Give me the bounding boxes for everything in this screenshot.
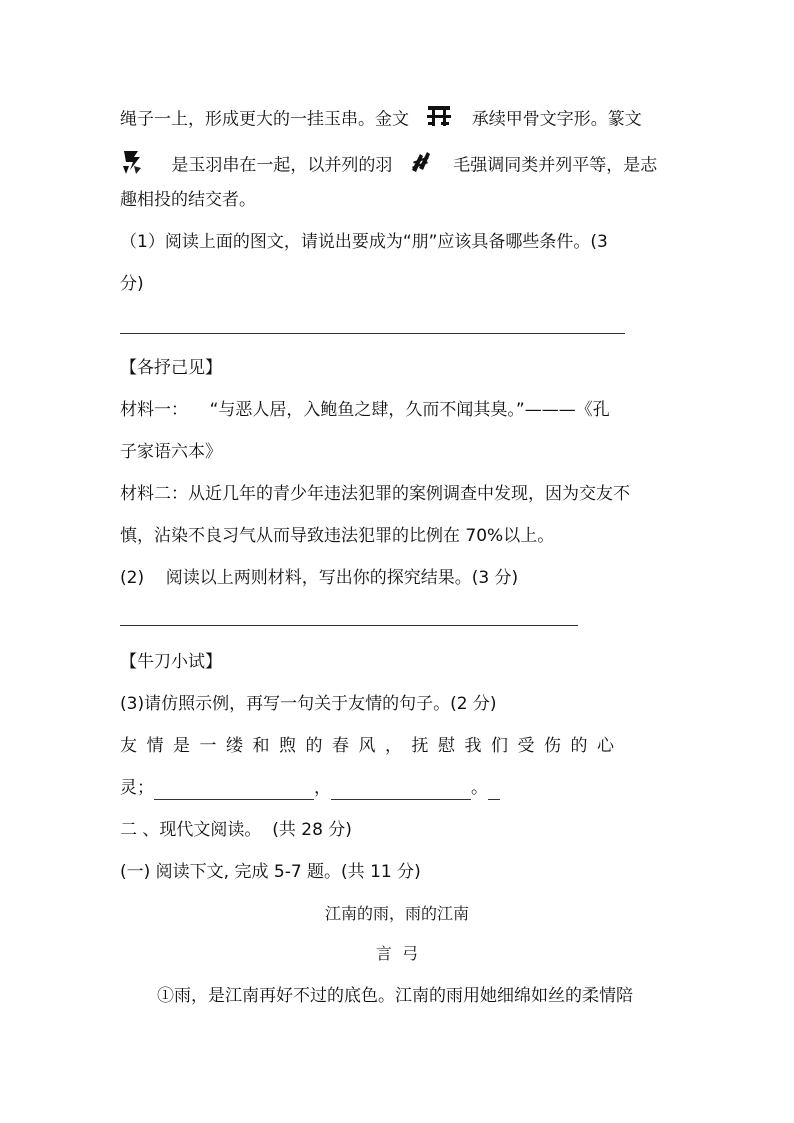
material-1: 材料一： “与恶人居，入鲍鱼之肆，久而不闻其臭。”———《孔: [120, 400, 610, 420]
fill-blank-1[interactable]: [154, 781, 314, 800]
text: 是玉羽串在一起，以并列的羽: [171, 155, 393, 176]
article-paragraph: ①雨，是江南再好不过的底色。江南的雨用她细绵如丝的柔情陪: [157, 986, 633, 1006]
period: 。: [471, 778, 488, 798]
zhuanwen-glyph-image: [120, 148, 144, 183]
text: 承续甲骨文字形。篆文: [471, 109, 642, 130]
jinwen-glyph-image: [426, 104, 452, 135]
question-2: (2) 阅读以上两则材料，写出你的探究结果。(3 分): [120, 568, 519, 588]
section-heading: 【各抒己见】: [120, 358, 222, 378]
example-sentence: 友情是一缕和煦的春风，抚慰我们受伤的心: [120, 736, 624, 756]
paragraph-line: [120, 104, 642, 135]
material-1-cont: 子家语六本》: [120, 442, 222, 462]
answer-line-1[interactable]: [120, 333, 625, 334]
paragraph-line: 趣相投的结交者。: [120, 190, 256, 210]
text: 灵；: [120, 778, 154, 798]
example-sentence-cont: [120, 776, 500, 800]
part-heading: 二 、现代文阅读。 (共 28 分): [120, 820, 352, 840]
feather-glyph-image: [410, 150, 432, 181]
comma: ，: [314, 778, 331, 798]
text: 毛强调同类并列平等，是志: [453, 155, 658, 176]
subsection-heading: (一) 阅读下文, 完成 5-7 题。(共 11 分): [120, 862, 421, 882]
section-heading: 【牛刀小试】: [120, 652, 222, 672]
material-2-cont: 慎，沾染不良习气从而导致违法犯罪的比例在 70%以上。: [120, 526, 555, 546]
fill-blank-tail: [488, 781, 500, 800]
answer-line-2[interactable]: [120, 625, 578, 626]
material-2: 材料二：从近几年的青少年违法犯罪的案例调查中发现，因为交友不: [120, 484, 630, 504]
question-1-cont: 分): [120, 274, 144, 294]
paragraph-line: [120, 148, 657, 183]
fill-blank-2[interactable]: [331, 781, 471, 800]
article-title: 江南的雨，雨的江南: [324, 904, 469, 923]
question-1: （1）阅读上面的图文，请说出要成为“朋”应该具备哪些条件。(3: [120, 232, 608, 252]
question-3: (3)请仿照示例，再写一句关于友情的句子。(2 分): [120, 694, 497, 714]
text: 绳子一上，形成更大的一挂玉串。金文: [120, 109, 409, 130]
article-author: 言 弓: [375, 944, 419, 963]
